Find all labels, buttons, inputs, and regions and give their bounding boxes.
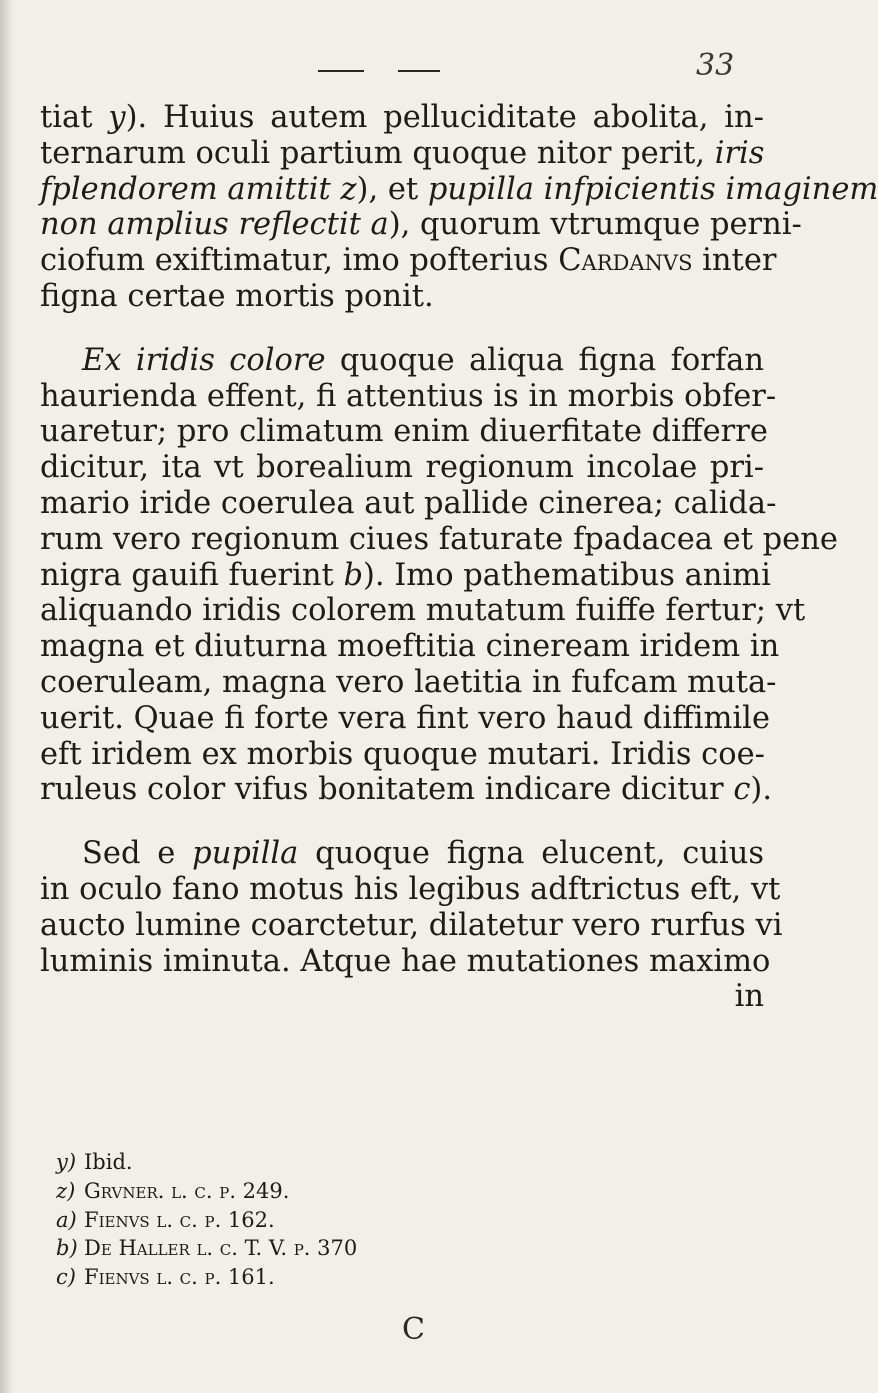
catchword: in (734, 979, 764, 1015)
page-number: 33 (696, 48, 735, 83)
footnote: c) Fienvs l. c. p. 161. (56, 1265, 275, 1290)
footnote: b) De Haller l. c. T. V. p. 370 (56, 1236, 358, 1261)
text-line: figna certae mortis ponit. (40, 278, 434, 314)
text-line: ruleus color vifus bonitatem indicare dicitur c). (40, 772, 773, 808)
text-line: tiat y). Huius autem pelluciditate abolita, in- (40, 100, 764, 135)
text-line: mario iride coerulea aut pallide cinerea; calida- (40, 485, 777, 521)
text-line: aliquando iridis colorem mutatum fuiffe fertur; vt (40, 593, 806, 629)
page-binding-shadow (0, 0, 14, 1393)
text-line: dicitur, ita vt borealium regionum incolae pri- (40, 450, 764, 486)
text-line: in oculo fano motus his legibus adftrictus eft, vt (40, 871, 781, 907)
text-line: magna et diuturna moeftitia cineream iridem in (40, 629, 780, 665)
text-line: luminis iminuta. Atque hae mutationes maximo (40, 943, 771, 979)
footnote: z) Grvner. l. c. p. 249. (56, 1178, 290, 1203)
body-text (40, 100, 878, 1015)
footnote: a) Fienvs l. c. p. 162. (56, 1207, 275, 1232)
header-rule-right (398, 70, 440, 72)
signature-mark: C (402, 1312, 425, 1347)
footnotes (56, 1148, 656, 1292)
text-line: fplendorem amittit z), et pupilla infpicientis imaginem (40, 171, 878, 207)
text-line: eft iridem ex morbis quoque mutari. Iridis coe- (40, 736, 765, 772)
text-line: Ex iridis colore quoque aliqua figna forfan (82, 342, 764, 378)
text-line: nigra gauifi fuerint b). Imo pathematibus animi (40, 557, 771, 593)
footnote: y) Ibid. (56, 1150, 133, 1174)
text-line: Sed e pupilla quoque figna elucent, cuius (82, 836, 764, 872)
text-line: haurienda effent, fi attentius is in morbis obfer- (40, 378, 777, 414)
header-rule-left (318, 70, 364, 72)
text-line: rum vero regionum ciues faturate fpadacea et pene (40, 521, 838, 557)
text-line: uaretur; pro climatum enim diuerfitate differre (40, 414, 768, 450)
text-line: aucto lumine coarctetur, dilatetur vero rurfus vi (40, 907, 783, 943)
text-line: ciofum exiftimatur, imo pofterius Cardanvs inter (40, 243, 777, 279)
text-line: non amplius reflectit a), quorum vtrumque perni- (40, 207, 802, 243)
text-line: ternarum oculi partium quoque nitor perit, iris (40, 135, 765, 171)
text-line: coeruleam, magna vero laetitia in fufcam muta- (40, 664, 777, 700)
text-line: uerit. Quae fi forte vera fint vero haud diffimile (40, 700, 770, 736)
